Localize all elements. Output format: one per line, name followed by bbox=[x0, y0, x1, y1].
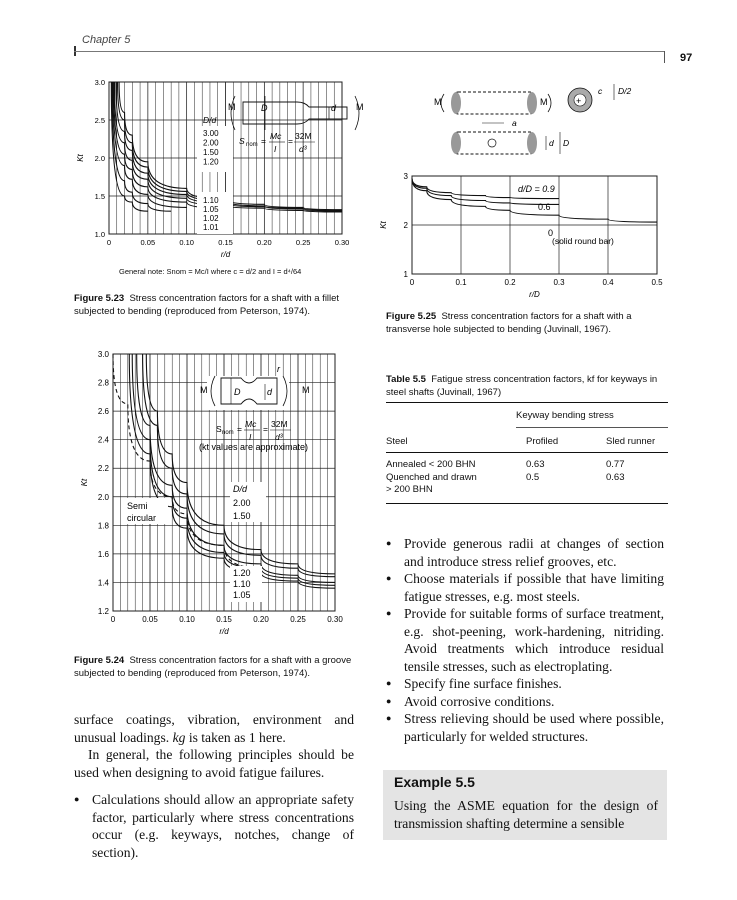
right-bullet-5: ● Avoid corrosive conditions. bbox=[386, 693, 664, 711]
fig523-legend-lower-1: 1.05 bbox=[203, 205, 219, 214]
fig525-plus-icon: + bbox=[576, 96, 582, 106]
fig525-d-label: d bbox=[549, 138, 554, 148]
table55-header-rule bbox=[386, 452, 668, 453]
fig525-D-label: D bbox=[563, 138, 570, 148]
fig525-hole bbox=[488, 139, 496, 147]
fig524-legend-lower-1: 1.10 bbox=[233, 579, 251, 589]
fig525-drawing bbox=[434, 84, 632, 154]
x-tick-label: 0.10 bbox=[179, 238, 194, 247]
y-tick-label: 3.0 bbox=[97, 350, 109, 359]
left-bullet-1: ● Calculations should allow an appropriate safety factor, particularly where stress concentrations occur (e.g. keyways, notches, change of section). bbox=[74, 791, 354, 861]
table55-body bbox=[386, 459, 625, 497]
fig524-d-label: d bbox=[267, 387, 273, 397]
page-number: 97 bbox=[680, 52, 693, 64]
fig523-m-left: M bbox=[228, 102, 236, 112]
fig524-legend-lower-2: 1.05 bbox=[233, 590, 251, 600]
y-tick-label: 2.6 bbox=[97, 407, 109, 417]
left-paragraph-2: In general, the following principles should be used when designing to avoid fatigue failures. bbox=[74, 747, 354, 780]
x-tick-label: 0.05 bbox=[142, 615, 158, 624]
table55-bottom-rule bbox=[386, 503, 668, 504]
fig523-mc: Mc bbox=[270, 131, 282, 141]
y-tick-label: 1.4 bbox=[97, 578, 109, 588]
table55-row-3: > 200 BHN bbox=[386, 484, 433, 495]
fig525-shaft-top-end2 bbox=[527, 92, 537, 114]
fig524-r-label: r bbox=[277, 364, 280, 374]
fig525-D2-label: D/2 bbox=[618, 86, 632, 96]
table55-group-rule bbox=[516, 427, 668, 428]
fig524-shaft-drawing bbox=[199, 364, 310, 452]
fig525-label-0: 0 bbox=[548, 228, 554, 238]
kg-symbol: kg bbox=[172, 729, 186, 745]
y-tick-label: 3 bbox=[403, 172, 408, 181]
x-tick-label: 0.20 bbox=[253, 615, 269, 624]
left-paragraph-1: surface coatings, vibration, environment and unusual loadings. kg is taken as 1 here. bbox=[74, 712, 354, 745]
table55-group-header: Keyway bending stress bbox=[516, 410, 614, 421]
fig523-shaft-drawing bbox=[228, 96, 364, 154]
fig523-legend-lower-2: 1.02 bbox=[203, 214, 219, 223]
x-tick-label: 0.4 bbox=[602, 278, 614, 287]
fig523-caption-text: Stress concentration factors for a shaft with a fillet subjected to bending (reproduced from Peterson, 1974). bbox=[74, 293, 340, 317]
fig524-caption bbox=[74, 654, 356, 680]
fig523-legend-upper-1: 2.00 bbox=[203, 138, 219, 148]
table55-col-sled: Sled runner bbox=[606, 436, 656, 447]
fig523-eq2: = bbox=[288, 136, 293, 146]
x-tick-label: 0.3 bbox=[553, 278, 565, 287]
fig523-eq1: = bbox=[261, 136, 266, 146]
figure-5-24-chart bbox=[75, 348, 365, 648]
header-rule bbox=[74, 51, 664, 52]
fig524-kt-note: (kt values are approximate) bbox=[199, 442, 309, 452]
figure-5-25-chart bbox=[379, 74, 672, 304]
fig524-semi-label-0: Semi bbox=[127, 501, 148, 511]
y-axis-label: Kt bbox=[379, 221, 388, 229]
x-tick-label: 0.15 bbox=[216, 615, 232, 624]
x-tick-label: 0.15 bbox=[218, 238, 233, 247]
right-bullet-4: ● Specify fine surface finishes. bbox=[386, 675, 664, 693]
fig525-shaft-bottom-end2 bbox=[527, 132, 537, 154]
right-bullet-list bbox=[386, 535, 664, 745]
fig525-label-09: d/D = 0.9 bbox=[518, 184, 555, 194]
table55-title-label: Table 5.5 bbox=[386, 374, 426, 385]
right-bullet-1: ● Provide generous radii at changes of section and introduce stress relief grooves, etc. bbox=[386, 535, 664, 570]
y-tick-label: 1.0 bbox=[94, 230, 105, 239]
fig523-legend-title: D/d bbox=[203, 115, 217, 125]
fig524-legend-upper-0: 2.00 bbox=[233, 498, 251, 508]
fig525-shaft-top-end bbox=[451, 92, 461, 114]
right-bullet-6: ● Stress relieving should be used where possible, particularly for welded structures. bbox=[386, 710, 664, 745]
x-tick-label: 0.5 bbox=[651, 278, 663, 287]
fig524-d3: d³ bbox=[275, 432, 283, 442]
fig524-m-left: M bbox=[200, 385, 208, 395]
right-bullet-2: ● Choose materials if possible that have limiting fatigue stresses, e.g. most steels. bbox=[386, 570, 664, 605]
right-bullet-3: ● Provide for suitable forms of surface treatment, e.g. shot-peening, work-hardening, nitriding. Avoid treatments which introduce residual tensile stresses, such as electroplating. bbox=[386, 605, 664, 675]
fig525-caption bbox=[386, 310, 668, 336]
fig525-curves bbox=[412, 178, 657, 246]
y-tick-label: 3.0 bbox=[94, 78, 105, 87]
fig525-label-06: 0.6 bbox=[538, 202, 551, 212]
fig523-D-label: D bbox=[261, 103, 268, 113]
fig523-legend-lower-3: 1.01 bbox=[203, 223, 219, 232]
fig524-mc: Mc bbox=[245, 419, 257, 429]
fig523-legend-upper-2: 1.50 bbox=[203, 148, 219, 157]
figure-5-23-chart bbox=[75, 74, 365, 284]
chapter-label: Chapter 5 bbox=[82, 34, 131, 46]
fig525-moment-right-icon bbox=[548, 94, 551, 112]
y-tick-label: 2.8 bbox=[97, 378, 109, 388]
x-tick-label: 0.30 bbox=[327, 615, 343, 624]
header-right-tick bbox=[664, 51, 665, 63]
table55-row-1: Annealed < 200 BHN 0.63 0.77 bbox=[386, 459, 625, 470]
y-tick-label: 1.5 bbox=[94, 192, 105, 201]
fig525-shaft-top bbox=[454, 92, 534, 114]
fig524-eq2: = bbox=[263, 424, 268, 434]
x-tick-label: 0 bbox=[110, 615, 116, 624]
table55-top-rule bbox=[386, 402, 668, 403]
example-box bbox=[383, 770, 667, 840]
x-tick-label: 0.20 bbox=[257, 238, 272, 247]
fig523-m-right: M bbox=[356, 102, 364, 112]
y-tick-label: 1 bbox=[403, 270, 408, 279]
fig523-i: I bbox=[274, 144, 277, 154]
example-text: Using the ASME equation for the design of transmission shafting determine a sensible bbox=[394, 798, 658, 831]
fig524-semi-label-1: circular bbox=[127, 513, 157, 523]
fig523-snom-sub: nom bbox=[246, 142, 258, 148]
left-column-text bbox=[74, 711, 354, 861]
fig523-legend-upper-0: 3.00 bbox=[203, 129, 219, 138]
fig524-D-label: D bbox=[234, 387, 241, 397]
y-tick-label: 2.4 bbox=[97, 435, 109, 445]
x-tick-label: 0.25 bbox=[290, 615, 306, 624]
series-line-105 bbox=[113, 82, 187, 207]
y-tick-label: 1.8 bbox=[97, 521, 109, 531]
fig525-label-solid: (solid round bar) bbox=[552, 236, 614, 246]
fig523-general-note: General note: Snom = Mc/I where c = d/2 and I = d⁴/64 bbox=[119, 267, 302, 276]
table55-col-profiled: Profiled bbox=[526, 436, 559, 447]
fig524-legend-lower-0: 1.20 bbox=[233, 568, 251, 578]
x-tick-label: 0.25 bbox=[295, 238, 311, 247]
x-axis-label: r/d bbox=[219, 627, 229, 636]
fig524-snom: S bbox=[216, 424, 222, 434]
fig523-legend-upper-3: 1.20 bbox=[203, 157, 219, 167]
table55-row-2: Quenched and drawn 0.5 0.63 bbox=[386, 471, 625, 483]
y-tick-label: 1.6 bbox=[97, 549, 109, 559]
fig525-c-label: c bbox=[598, 86, 603, 96]
y-tick-label: 2.5 bbox=[94, 116, 105, 125]
fig524-eq1: = bbox=[237, 424, 242, 434]
x-tick-label: 0 bbox=[409, 278, 415, 287]
fig523-snom: S bbox=[239, 136, 245, 146]
fig524-legend-upper-1: 1.50 bbox=[233, 511, 251, 521]
x-tick-label: 0.10 bbox=[179, 615, 195, 624]
fig523-caption bbox=[74, 292, 354, 318]
fig523-d3: d³ bbox=[299, 144, 307, 154]
y-axis-label: Kt bbox=[76, 154, 85, 162]
x-tick-label: 0.30 bbox=[334, 238, 350, 247]
example-title: Example 5.5 bbox=[394, 774, 475, 790]
table55-title bbox=[386, 373, 668, 399]
fig524-caption-label: Figure 5.24 bbox=[74, 655, 125, 666]
fig524-32m: 32M bbox=[271, 419, 288, 429]
fig524-caption-text: Stress concentration factors for a shaft with a groove subjected to bending (reproduced from Peterson, 1974). bbox=[74, 655, 352, 679]
table55-col-steel: Steel bbox=[386, 436, 408, 447]
fig525-a-label: a bbox=[512, 118, 517, 128]
x-tick-label: 0.2 bbox=[504, 278, 516, 287]
y-tick-label: 2.0 bbox=[97, 492, 109, 502]
y-tick-label: 2 bbox=[403, 221, 408, 230]
x-axis-label: r/d bbox=[220, 250, 231, 259]
fig524-snom-sub: nom bbox=[222, 430, 234, 436]
x-tick-label: 0.05 bbox=[140, 238, 156, 247]
x-axis-label: r/D bbox=[529, 290, 540, 299]
y-tick-label: 2.2 bbox=[97, 464, 109, 474]
fig523-d-label: d bbox=[331, 103, 337, 113]
y-tick-label: 1.2 bbox=[97, 607, 109, 616]
x-tick-label: 0.1 bbox=[455, 278, 467, 287]
fig525-m2: M bbox=[540, 97, 548, 107]
fig523-32m: 32M bbox=[295, 131, 312, 141]
fig525-caption-label: Figure 5.25 bbox=[386, 311, 437, 322]
x-tick-label: 0 bbox=[106, 238, 112, 247]
table55-title-text: Fatigue stress concentration factors, kf for keyways in steel shafts (Juvinall, 1967) bbox=[386, 374, 658, 398]
page-header bbox=[74, 34, 670, 58]
fig525-shaft-bottom-end bbox=[451, 132, 461, 154]
fig523-legend-lower-0: 1.10 bbox=[203, 196, 219, 205]
fig524-m-right: M bbox=[302, 385, 310, 395]
y-axis-label: Kt bbox=[80, 478, 89, 487]
y-tick-label: 2.0 bbox=[94, 154, 105, 163]
fig523-caption-label: Figure 5.23 bbox=[74, 293, 125, 304]
fig524-legend-title: D/d bbox=[233, 484, 248, 494]
fig524-i: I bbox=[249, 432, 252, 442]
fig525-caption-text: Stress concentration factors for a shaft with a transverse hole subjected to bending (Juvinall, 1967). bbox=[386, 311, 632, 335]
fig525-m1: M bbox=[434, 97, 442, 107]
